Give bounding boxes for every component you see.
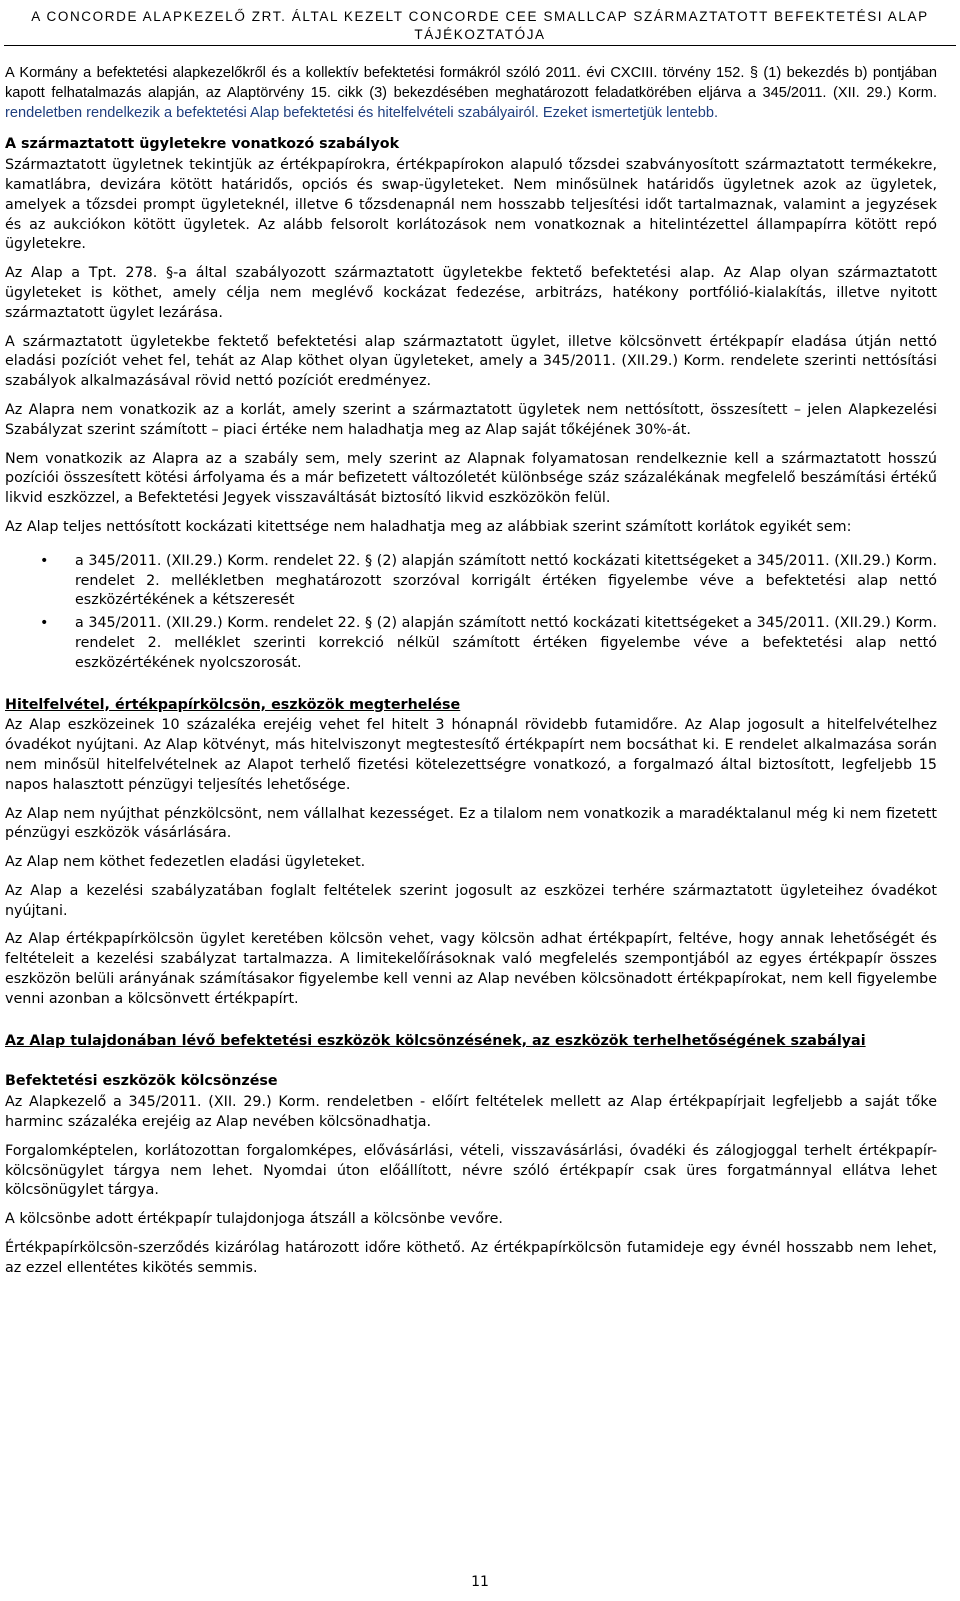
document-header xyxy=(0,0,960,44)
paragraph: Az Alapkezelő a 345/2011. (XII. 29.) Korm. rendeletben - előírt feltételek mellett az Alap értékpapírjait legfeljebb a saját tőke harminc százaléka erejéig az Alap nevében kölcsönadhatja. xyxy=(5,1094,937,1131)
section-heading-asset-lending-rules: Az Alap tulajdonában lévő befektetési eszközök kölcsönzésének, az eszközök terhelhetőségének szabályai xyxy=(5,1032,866,1049)
list-item xyxy=(5,552,937,611)
header-rule xyxy=(4,45,956,46)
document-body xyxy=(5,64,937,1288)
paragraph: Nem vonatkozik az Alapra az a szabály sem, mely szerint az Alapnak folyamatosan rendelkeznie kell a származtatott hosszú pozíciói összesített kötési árfolyama és a már befizetett változóletét különbsége száz százalékának megfelelő beszámítási értékű likvid eszközzel, a Befektetési Jegyek visszaváltását biztosító likvid eszközökön felül. xyxy=(5,450,937,507)
paragraph: Az Alap a Tpt. 278. §-a által szabályozott származtatott ügyletekbe fektető befektetési alap. Az Alap olyan származtatott ügyleteket is köthet, amely célja nem meglévő kockázat fedezése, arbitrázs, hatékony portfólió-kialakítás, illetve nyitott származtatott ügylet lezárása. xyxy=(5,265,937,321)
paragraph: Forgalomképtelen, korlátozottan forgalomképes, elővásárlási, vételi, visszavásárlási, óvadéki és zálogjoggal terhelt értékpapír-kölcsönügylet tárgya nem lehet. Nyomdai úton előállított, névre szóló értékpapír csak üres forgatmánnyal ellátva lehet kölcsönügylet tárgya. xyxy=(5,1142,937,1199)
paragraph: A kölcsönbe adott értékpapír tulajdonjoga átszáll a kölcsönbe vevőre. xyxy=(5,1211,503,1228)
paragraph: Az Alapra nem vonatkozik az a korlát, amely szerint a származtatott ügyletek nem nettósított, összesített – jelen Alapkezelési Szabályzat szerint számított – piaci értéke nem haladhatja meg az Alap saját tőkéjének 30%-át. xyxy=(5,401,937,438)
paragraph: Az Alap teljes nettósított kockázati kitettsége nem haladhatja meg az alábbiak szerint számított korlátok egyikét sem: xyxy=(5,518,852,535)
paragraph: Értékpapírkölcsön-szerződés kizárólag határozott időre köthető. Az értékpapírkölcsön futamideje egy évnél hosszabb nem lehet, az ezzel ellentétes kikötés semmis. xyxy=(5,1240,937,1276)
exposure-limit-list xyxy=(5,552,937,674)
paragraph: Az Alap eszközeinek 10 százaléka erejéig vehet fel hitelt 3 hónapnál rövidebb futamidőre. Az Alap jogosult a hitelfelvételhez óvadékot nyújtani. Az Alap kötvényt, más hitelviszonyt megtestesítő értékpapírt nem bocsáthat ki. E rendelet alkalmazása során nem minősül hitelfelvételnek az Alapot terhelő fizetési kötelezettségre vonatkozó, a forgalmazó által biztosított, legfeljebb 15 napos halasztott pénzügyi teljesítés lehetősége. xyxy=(5,717,937,793)
intro-text-part2: rendeletben rendelkezik a befektetési Alap befektetési és hitelfelvételi szabályairól. Ezeket ismertetjük lentebb. xyxy=(5,104,719,121)
section-heading-borrowing: Hitelfelvétel, értékpapírkölcsön, eszközök megterhelése xyxy=(5,696,461,713)
paragraph: Az Alap értékpapírkölcsön ügylet keretében kölcsön vehet, vagy kölcsön adhat értékpapírt, feltéve, hogy annak lehetőségét és feltételeit a kezelési szabályzat tartalmazza. A limitekelőírásoknak való megfelelés szempontjából az egyes értékpapír összes eszközön belüli arányának számításakor figyelembe kell venni az Alap nevében kölcsönadott értékpapírokat, nem kell figyelembe venni azonban a kölcsönvett értékpapírt. xyxy=(5,931,937,1007)
list-item xyxy=(5,614,937,673)
paragraph: Az Alap a kezelési szabályzatában foglalt feltételek szerint jogosult az eszközei terhére származtatott ügyleteihez óvadékot nyújtani. xyxy=(5,882,937,919)
section-heading-asset-lending: Befektetési eszközök kölcsönzése xyxy=(5,1073,278,1090)
intro-text-part1: A Kormány a befektetési alapkezelőkről és a kollektív befektetési formákról szóló 2011. évi CXCIII. törvény 152. § (1) bekezdés b) pontjában kapott felhatalmazás alapján, az Alaptörvény 15. cikk (3) bekezdésében meghatározott feladatkörében eljárva a 345/2011. (XII. 29.) Korm. xyxy=(5,65,937,101)
list-item-text: a 345/2011. (XII.29.) Korm. rendelet 22. § (2) alapján számított nettó kockázati kitettségeket a 345/2011. (XII.29.) Korm. rendelet 2. melléklet szerinti korrekció nélkül számított értéken figyelembe véve a befektetési alap nettó eszközértékének nyolcszorosát. xyxy=(75,615,937,671)
intro-paragraph xyxy=(5,64,937,123)
page-number: 11 xyxy=(471,1574,489,1590)
list-item-text: a 345/2011. (XII.29.) Korm. rendelet 22. § (2) alapján számított nettó kockázati kitettségeket a 345/2011. (XII.29.) Korm. rendelet 2. mellékletben meghatározott szorzóval korrigált értéken figyelembe véve a befektetési alap nettó eszközértékének a kétszeresét xyxy=(75,552,937,609)
paragraph: Származtatott ügyletnek tekintjük az értékpapírokra, értékpapírokon alapuló tőzsdei szabványosított származtatott termékekre, kamatlábra, devizára kötött határidős, opciós és swap-ügyleteket. Nem minősülnek határidős ügyletnek azok az ügyletek, amelyek a tőzsdei prompt ügyleteknél, illetve 6 tőzsdenapnál nem hosszabb teljesítési időt tartalmaznak, valamint a jegyzések és az aukciókon kötött ügyletek. Az alább felsorolt korlátozások nem vonatkoznak a hitelintézettel állampapírra kötött repó ügyletekre. xyxy=(5,157,937,253)
bullet-icon: • xyxy=(40,552,49,569)
bullet-icon: • xyxy=(40,615,49,632)
paragraph: A származtatott ügyletekbe fektető befektetési alap származtatott ügylet, illetve kölcsönvett értékpapír eladása útján nettó eladási pozíciót vehet fel, tehát az Alap köthet olyan ügyleteket, amely a 345/2011. (XII.29.) Korm. rendelete szerinti nettósítási szabályok alkalmazásával rövid nettó pozíciót eredményez. xyxy=(5,333,937,390)
paragraph: Az Alap nem nyújthat pénzkölcsönt, nem vállalhat kezességet. Ez a tilalom nem vonatkozik a maradéktalanul még ki nem fizetett pénzügyi eszközök vásárlására. xyxy=(5,805,937,842)
header-title: A CONCORDE ALAPKEZELŐ ZRT. ÁLTAL KEZELT CONCORDE CEE SMALLCAP SZÁRMAZTATOTT BEFEKTETÉSI ALAP xyxy=(31,9,929,24)
section-heading-derivatives: A származtatott ügyletekre vonatkozó szabályok xyxy=(5,136,400,153)
header-subtitle: TÁJÉKOZTATÓJA xyxy=(414,27,546,42)
paragraph: Az Alap nem köthet fedezetlen eladási ügyleteket. xyxy=(5,854,366,871)
